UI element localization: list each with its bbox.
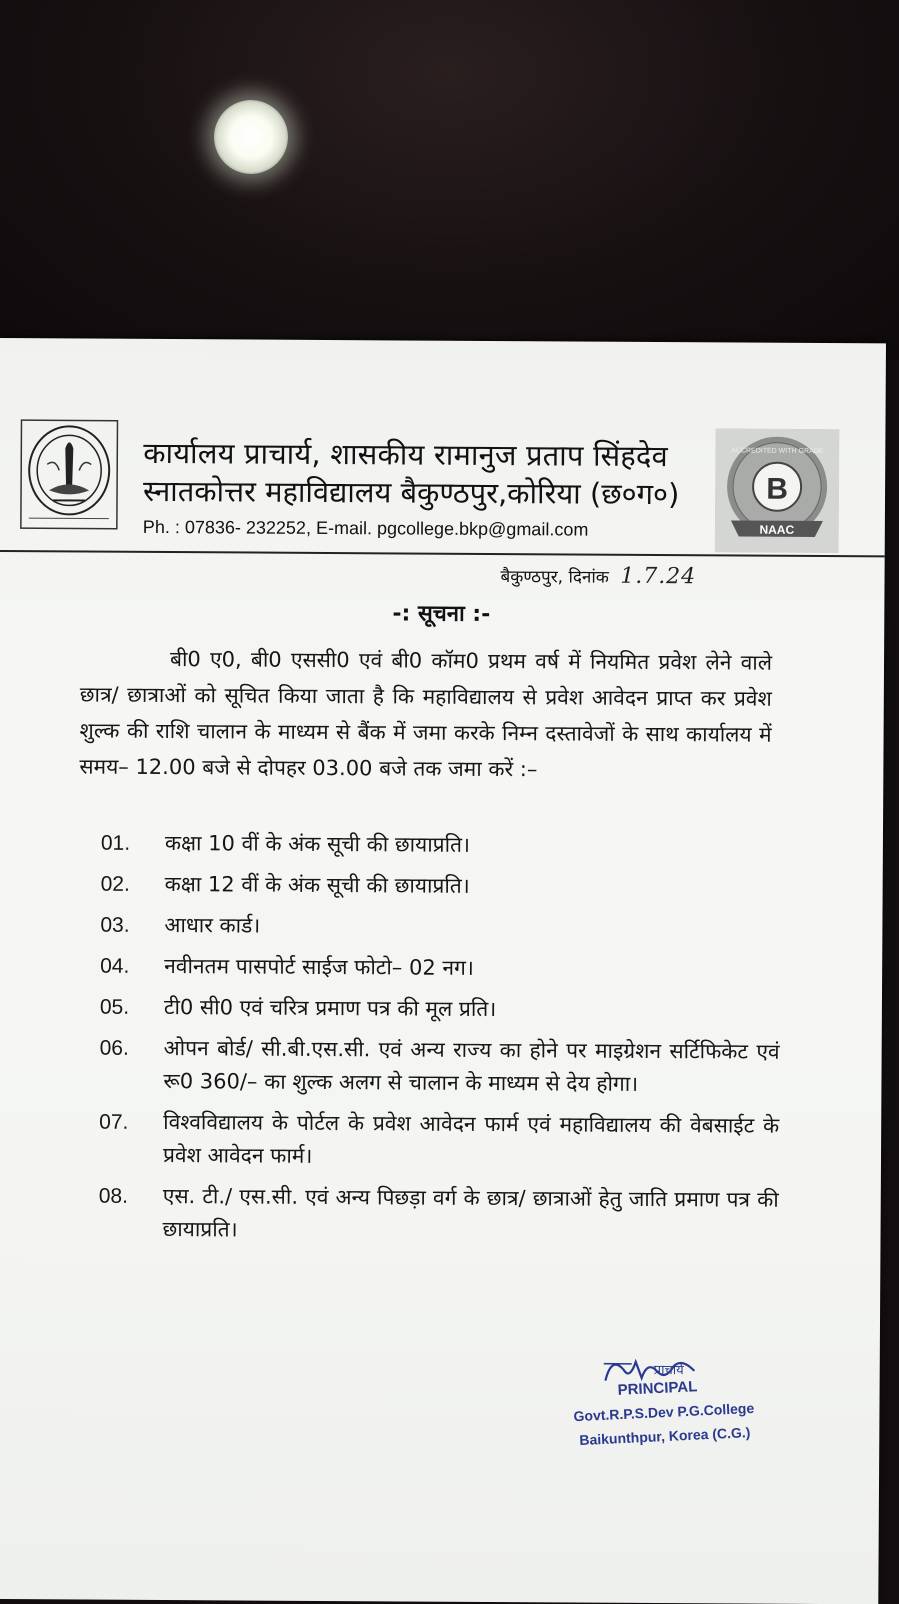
list-item-text: आधार कार्ड। bbox=[164, 909, 780, 946]
dark-background bbox=[0, 0, 899, 360]
list-item-number: 07. bbox=[99, 1106, 128, 1139]
list-item bbox=[100, 950, 780, 987]
header-line-2: स्नातकोत्तर महाविद्यालय बैकुण्ठपुर,कोरिया (छ०ग०) bbox=[143, 471, 680, 513]
signature-title: PRINCIPAL bbox=[617, 1378, 697, 1399]
place-date bbox=[500, 563, 696, 589]
header-contact: Ph. : 07836- 232252, E-mail. pgcollege.bkp@gmail.com bbox=[143, 517, 589, 541]
place-date-label: बैकुण्ठपुर, दिनांक bbox=[500, 567, 608, 588]
list-item-text: विश्वविद्यालय के पोर्टल के प्रवेश आवेदन फार्म एवं महाविद्यालय की वेबसाईट के प्रवेश आवेदन फार्म। bbox=[163, 1106, 779, 1176]
list-item-text: ओपन बोर्ड/ सी.बी.एस.सी. एवं अन्य राज्य का होने पर माइग्रेशन सर्टिफिकेट एवं रू0 360/– का शुल्क अलग से चालान के माध्यम से देय होगा। bbox=[163, 1032, 779, 1102]
naac-grade: B bbox=[766, 473, 788, 506]
list-item-text: नवीनतम पासपोर्ट साईज फोटो– 02 नग। bbox=[164, 950, 780, 987]
list-item bbox=[99, 1032, 779, 1102]
list-item-text: एस. टी./ एस.सी. एवं अन्य पिछड़ा वर्ग के छात्र/ छात्राओं हेतु जाति प्रमाण पत्र की छायाप्रति। bbox=[162, 1180, 778, 1250]
list-item bbox=[99, 1106, 779, 1176]
notice-body-text: बी0 ए0, बी0 एससी0 एवं बी0 कॉम0 प्रथम वर्ष में नियमित प्रवेश लेने वाले छात्र/ छात्राओं को सूचित किया जाता है कि महाविद्यालय से प्रवेश आवेदन प्राप्त कर प्रवेश शुल्क की राशि चालान के माध्यम से बैंक में जमा करके निम्न दस्तावेजों के साथ कार्यालय में समय– 12.00 बजे से दोपहर 03.00 बजे तक जमा करें :– bbox=[79, 640, 772, 788]
naac-label: NAAC bbox=[759, 523, 794, 537]
list-item-text: कक्षा 10 वीं के अंक सूची की छायाप्रति। bbox=[165, 827, 781, 864]
principal-signature bbox=[571, 1350, 792, 1471]
list-item bbox=[101, 827, 781, 864]
list-item-number: 01. bbox=[101, 827, 130, 860]
signature-college: Govt.R.P.S.Dev P.G.College bbox=[573, 1400, 754, 1424]
list-item-number: 03. bbox=[100, 909, 129, 942]
list-item-number: 05. bbox=[100, 991, 129, 1024]
notice-body bbox=[79, 640, 772, 788]
ceiling-light bbox=[214, 100, 288, 174]
list-item-number: 02. bbox=[101, 868, 130, 901]
letterhead bbox=[13, 414, 874, 559]
college-logo-icon bbox=[19, 418, 120, 531]
signature-address: Baikunthpur, Korea (C.G.) bbox=[579, 1424, 751, 1448]
list-item-number: 04. bbox=[100, 950, 129, 983]
signature-scrawl: प्राचार्य bbox=[654, 1362, 685, 1378]
list-item bbox=[100, 991, 780, 1028]
list-item bbox=[101, 868, 781, 905]
list-item-text: टी0 सी0 एवं चरित्र प्रमाण पत्र की मूल प्रति। bbox=[164, 991, 780, 1028]
list-item-number: 08. bbox=[99, 1180, 128, 1213]
handwritten-date: 1.7.24 bbox=[620, 564, 696, 589]
naac-badge-icon bbox=[715, 428, 840, 553]
list-item-text: कक्षा 12 वीं के अंक सूची की छायाप्रति। bbox=[165, 868, 781, 905]
header-line-1: कार्यालय प्राचार्य, शासकीय रामानुज प्रताप सिंहदेव bbox=[143, 433, 668, 475]
notice-paper bbox=[0, 338, 886, 1604]
naac-ring-text: ACCREDITED WITH GRADE bbox=[731, 447, 824, 455]
list-item bbox=[100, 909, 780, 946]
list-item-number: 06. bbox=[100, 1032, 129, 1065]
document-list bbox=[98, 827, 781, 1250]
notice-title: -: सूचना :- bbox=[0, 595, 884, 630]
list-item bbox=[98, 1180, 778, 1250]
